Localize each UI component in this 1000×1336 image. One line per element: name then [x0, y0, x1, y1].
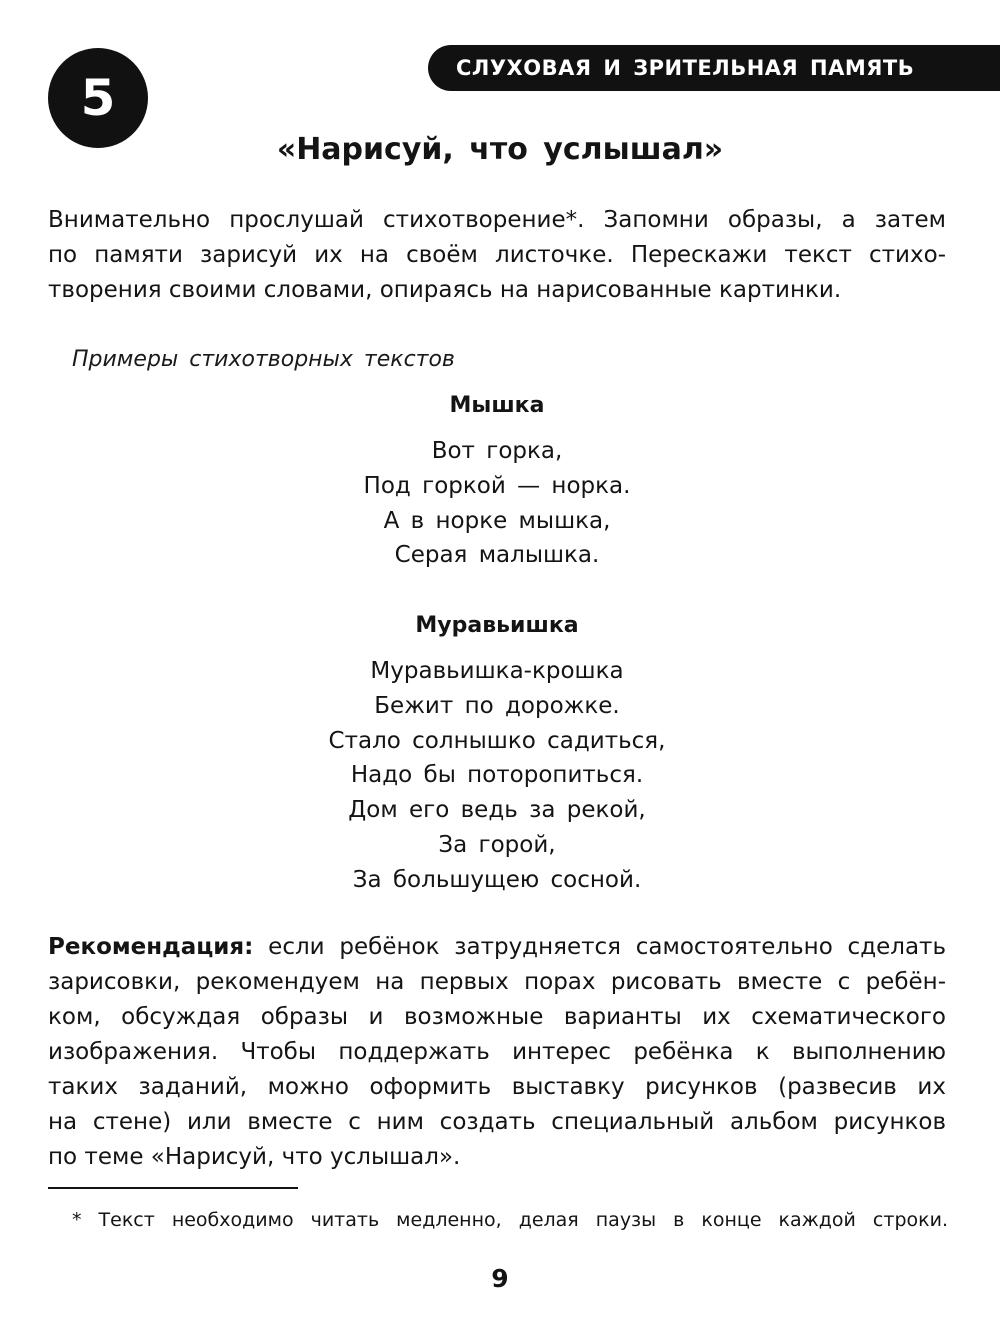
recommendation-paragraph [48, 930, 946, 1175]
poem-line: Вот горка, [431, 438, 563, 464]
recommendation-line: таких заданий, можно оформить выставку рисунков (развесив их [48, 1074, 946, 1100]
poem-line: Муравьишка-крошка [370, 658, 624, 684]
instructions-line: Внимательно прослушай стихотворение*. Запомни образы, а затем [48, 207, 946, 233]
page-number: 9 [491, 1264, 509, 1293]
poem-line: Под горкой — норка. [363, 472, 631, 499]
chapter-number-badge: 5 [48, 48, 148, 148]
instructions-line: по памяти зарисуй их на своём листочке. Перескажи текст стихо- [48, 242, 946, 268]
poem-line: За большущею сосной. [352, 866, 642, 893]
recommendation-line: на стене) или вместе с ним создать специальный альбом рисунков [48, 1109, 946, 1135]
recommendation-text: если ребёнок затрудняется самостоятельно сделать [268, 934, 946, 960]
recommendation-line: по теме «Нарисуй, что услышал». [48, 1144, 461, 1170]
poem-ant [247, 608, 747, 898]
instructions-paragraph [48, 203, 946, 308]
poem-line: Надо бы поторопиться. [350, 762, 644, 789]
poem-mouse [247, 388, 747, 573]
recommendation-label: Рекомендация: [48, 934, 254, 960]
recommendation-line [48, 930, 946, 965]
poem-title: Муравьишка [415, 613, 579, 638]
poem-line: Дом его ведь за рекой, [348, 797, 646, 824]
footnote-divider [48, 1187, 298, 1189]
recommendation-line: изображения. Чтобы поддержать интерес ребёнка к выполнению [48, 1039, 946, 1065]
poem-line: За горой, [438, 831, 556, 858]
recommendation-line: ком, обсуждая образы и возможные варианты их схематического [48, 1004, 946, 1030]
examples-caption: Примеры стихотворных текстов [72, 347, 455, 372]
poem-line: Стало солнышко садиться, [328, 727, 666, 754]
poem-title: Мышка [449, 393, 545, 418]
footnote: * Текст необходимо читать медленно, делая паузы в конце каждой строки. [72, 1209, 948, 1231]
recommendation-line: зарисовки, рекомендуем на первых порах рисовать вместе с ребён- [48, 969, 946, 995]
instructions-line: творения своими словами, опираясь на нарисованные картинки. [48, 277, 842, 303]
poem-line: Бежит по дорожке. [374, 692, 620, 719]
poem-line: Серая малышка. [394, 542, 600, 569]
poem-line: А в норке мышка, [383, 507, 611, 534]
section-title: СЛУХОВАЯ И ЗРИТЕЛЬНАЯ ПАМЯТЬ [456, 56, 915, 80]
page-title: «Нарисуй, что услышал» [276, 132, 724, 167]
